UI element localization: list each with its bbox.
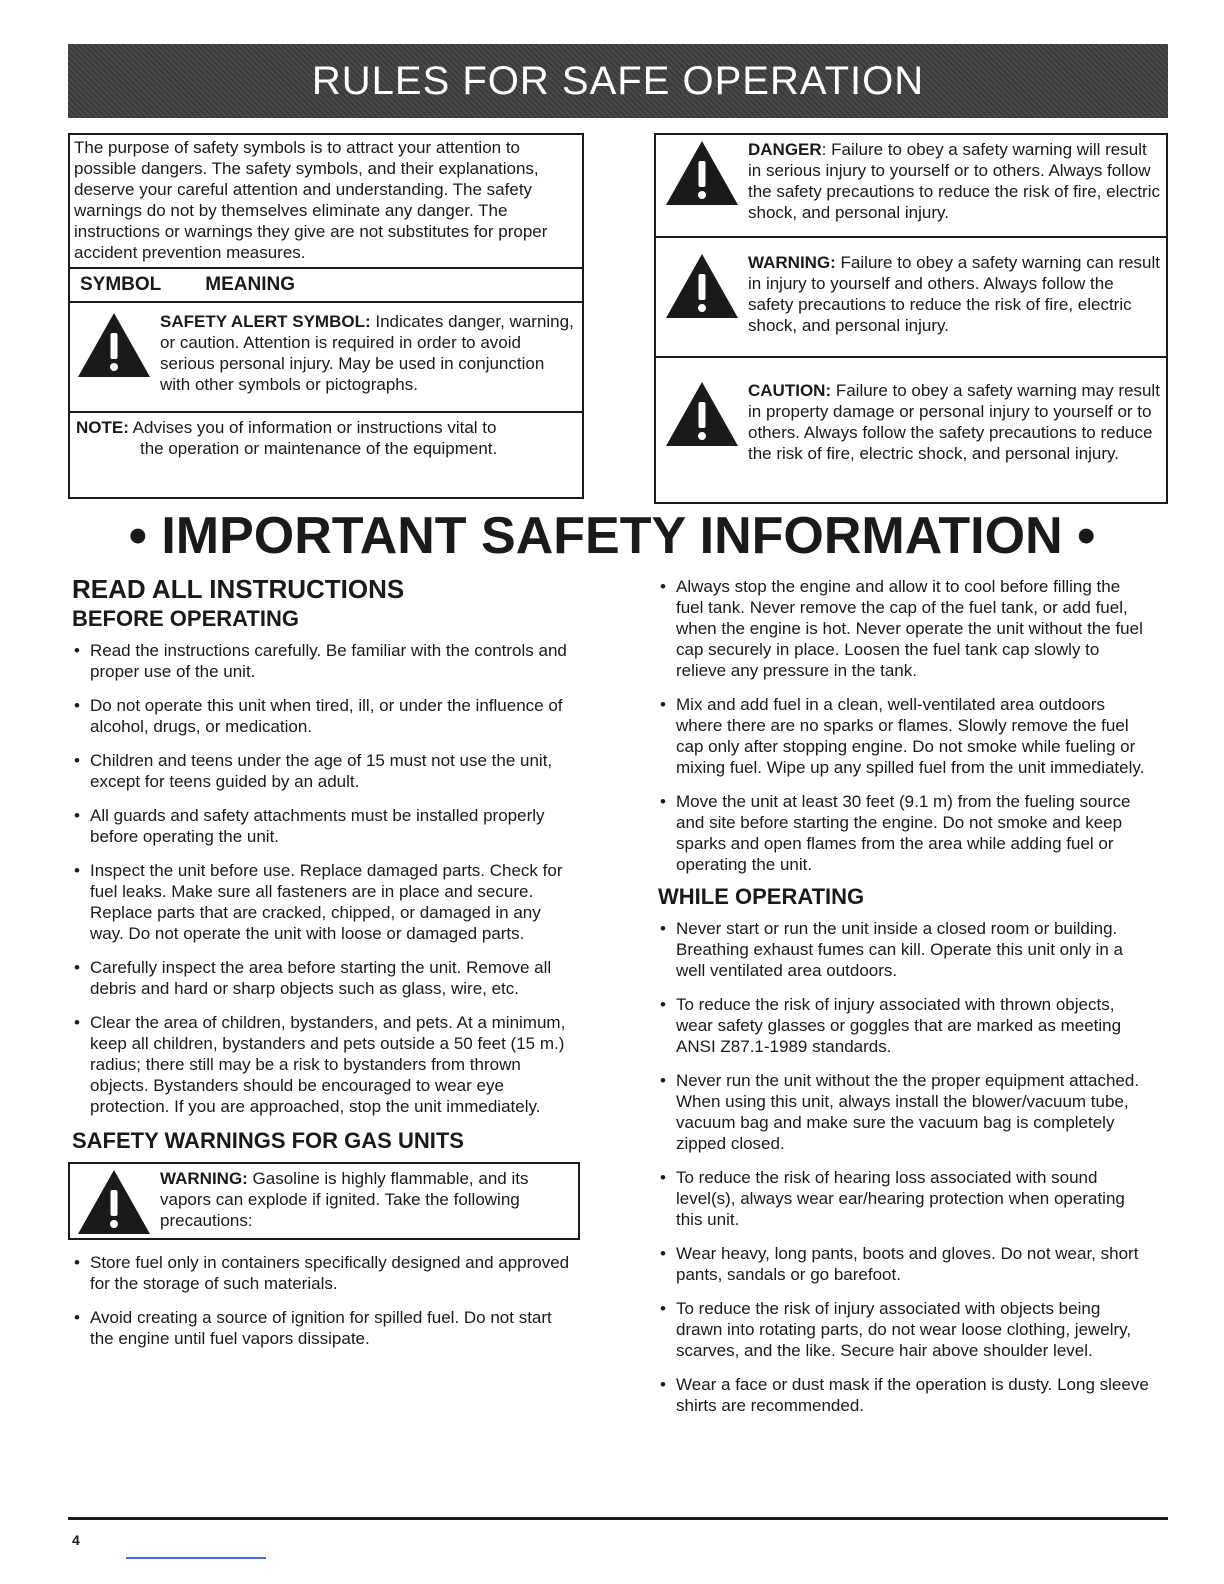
- warning-description: [748, 252, 1162, 352]
- footer-line: [126, 1557, 266, 1559]
- warning-triangle-icon: [76, 311, 152, 379]
- gas-warning-box: [68, 1162, 580, 1240]
- warning-triangle-icon: [76, 1168, 152, 1236]
- meaning-column-header: MEANING: [205, 274, 296, 295]
- gas-warning-text: Gasoline is highly flammable, and its vapors can explode if ignited. Take the following precautions:: [160, 1169, 529, 1230]
- safety-alert-description: [160, 311, 576, 405]
- list-item: • Move the unit at least 30 feet (9.1 m) from the fueling source and site before starting the engine. Do not smoke and keep sparks and open flames from the area while adding fuel or operating the unit.: [658, 791, 1150, 875]
- before-operating-heading: BEFORE OPERATING: [72, 606, 299, 631]
- right-column: [658, 576, 1150, 1429]
- symbol-meaning-header: [70, 269, 582, 303]
- warning-label: WARNING:: [748, 253, 836, 272]
- list-item: • Wear heavy, long pants, boots and gloves. Do not wear, short pants, sandals or go barefoot.: [658, 1243, 1150, 1285]
- while-operating-heading: WHILE OPERATING: [658, 884, 865, 909]
- note-text-2: the operation or maintenance of the equipment.: [140, 439, 498, 458]
- note-label: NOTE:: [76, 418, 129, 437]
- danger-description: [748, 139, 1162, 232]
- list-item: • Never start or run the unit inside a closed room or building. Breathing exhaust fumes can kill. Operate this unit only in a well ventilated area outdoors.: [658, 918, 1150, 981]
- list-item: • Wear a face or dust mask if the operation is dusty. Long sleeve shirts are recommended.: [658, 1374, 1150, 1416]
- page-title: • IMPORTANT SAFETY INFORMATION •: [128, 507, 1096, 565]
- list-item: • To reduce the risk of injury associated with objects being drawn into rotating parts, do not wear loose clothing, jewelry, scarves, and the like. Secure hair above shoulder level.: [658, 1298, 1150, 1361]
- list-item: • To reduce the risk of injury associated with thrown objects, wear safety glasses or goggles that are marked as meeting ANSI Z87.1-1989 standards.: [658, 994, 1150, 1057]
- list-item: • Children and teens under the age of 15 must not use the unit, except for teens guided by an adult.: [72, 750, 576, 792]
- read-instructions-heading: READ ALL INSTRUCTIONS: [72, 574, 405, 604]
- gas-warning-description: [160, 1168, 572, 1234]
- before-operating-list: [72, 640, 576, 1117]
- gas-warning-label: WARNING:: [160, 1169, 248, 1188]
- fuel-precautions-list: [658, 576, 1150, 875]
- symbol-legend-box: [68, 133, 584, 499]
- caution-row: [656, 358, 1166, 502]
- signal-words-box: [654, 133, 1168, 504]
- safety-alert-label: SAFETY ALERT SYMBOL:: [160, 312, 371, 331]
- danger-label: DANGER: [748, 140, 822, 159]
- note-row: [70, 413, 582, 463]
- caution-text: Failure to obey a safety warning may result in property damage or personal injury to yourself or to others. Always follow the safety precautions to reduce the risk of fire, electric shock, and personal injury.: [748, 381, 1160, 463]
- list-item: • Inspect the unit before use. Replace damaged parts. Check for fuel leaks. Make sure all fasteners are in place and secure. Replace parts that are cracked, chipped, or damaged in any way. Do not operate the unit with loose or damaged parts.: [72, 860, 576, 944]
- warning-row: [656, 238, 1166, 358]
- gas-units-heading: SAFETY WARNINGS FOR GAS UNITS: [72, 1128, 464, 1153]
- safety-alert-row: [70, 303, 582, 413]
- banner-title: RULES FOR SAFE OPERATION: [311, 58, 925, 103]
- caution-description: [748, 380, 1162, 498]
- danger-row: [656, 135, 1166, 238]
- symbol-column-header: SYMBOL: [80, 274, 162, 295]
- list-item: • All guards and safety attachments must be installed properly before operating the unit.: [72, 805, 576, 847]
- caution-label: CAUTION:: [748, 381, 832, 400]
- gas-precautions-list: [72, 1252, 576, 1349]
- danger-text: : Failure to obey a safety warning will result in serious injury to yourself or to others. Always follow the safety precautions to reduce the risk of fire, electric shock, and personal injury.: [748, 140, 1160, 222]
- intro-paragraph: The purpose of safety symbols is to attract your attention to possible dangers. The safety symbols, and their explanations, deserve your careful attention and understanding. The safety warnings do not by themselves eliminate any danger. The instructions or warnings they give are not substitutes for proper accident prevention measures.: [70, 135, 582, 269]
- list-item: • Never run the unit without the the proper equipment attached. When using this unit, always install the blower/vacuum tube, vacuum bag and make sure the vacuum bag is completely zipped closed.: [658, 1070, 1150, 1154]
- list-item: • Read the instructions carefully. Be familiar with the controls and proper use of the unit.: [72, 640, 576, 682]
- list-item: • Store fuel only in containers specifically designed and approved for the storage of such materials.: [72, 1252, 576, 1294]
- list-item: • Do not operate this unit when tired, ill, or under the influence of alcohol, drugs, or medication.: [72, 695, 576, 737]
- list-item: • Avoid creating a source of ignition for spilled fuel. Do not start the engine until fuel vapors dissipate.: [72, 1307, 576, 1349]
- list-item: • Carefully inspect the area before starting the unit. Remove all debris and hard or sharp objects such as glass, wire, etc.: [72, 957, 576, 999]
- note-text-1: Advises you of information or instructions vital to: [128, 418, 497, 437]
- danger-triangle-icon: [664, 139, 740, 207]
- list-item: • Clear the area of children, bystanders, and pets. At a minimum, keep all children, bystanders and pets outside a 50 feet (15 m.) radius; there still may be a risk to bystanders from thrown objects. Bystanders should be encouraged to wear eye protection. If you are approached, stop the unit immediately.: [72, 1012, 576, 1117]
- while-operating-list: [658, 918, 1150, 1416]
- warning-triangle-icon: [664, 252, 740, 320]
- left-column: [72, 574, 576, 1362]
- warning-text: Failure to obey a safety warning can result in injury to yourself and others. Always follow the safety precautions to reduce the risk of fire, electric shock, and personal injury.: [748, 253, 1160, 335]
- list-item: • Mix and add fuel in a clean, well-ventilated area outdoors where there are no sparks or flames. Slowly remove the fuel cap only after stopping engine. Do not smoke while fueling or mixing fuel. Wipe up any spilled fuel from the unit immediately.: [658, 694, 1150, 778]
- footer-divider: [68, 1517, 1168, 1520]
- safety-alert-text: Indicates danger, warning, or caution. Attention is required in order to avoid serious personal injury. May be used in conjunction with other symbols or pictographs.: [160, 312, 574, 394]
- page-number: 4: [72, 1532, 80, 1548]
- list-item: • Always stop the engine and allow it to cool before filling the fuel tank. Never remove the cap of the fuel tank, or add fuel, when the engine is hot. Never operate the unit without the fuel cap securely in place. Loosen the fuel tank cap slowly to relieve any pressure in the tank.: [658, 576, 1150, 681]
- section-banner: [68, 44, 1168, 118]
- list-item: • To reduce the risk of hearing loss associated with sound level(s), always wear ear/hearing protection when operating this unit.: [658, 1167, 1150, 1230]
- caution-triangle-icon: [664, 380, 740, 448]
